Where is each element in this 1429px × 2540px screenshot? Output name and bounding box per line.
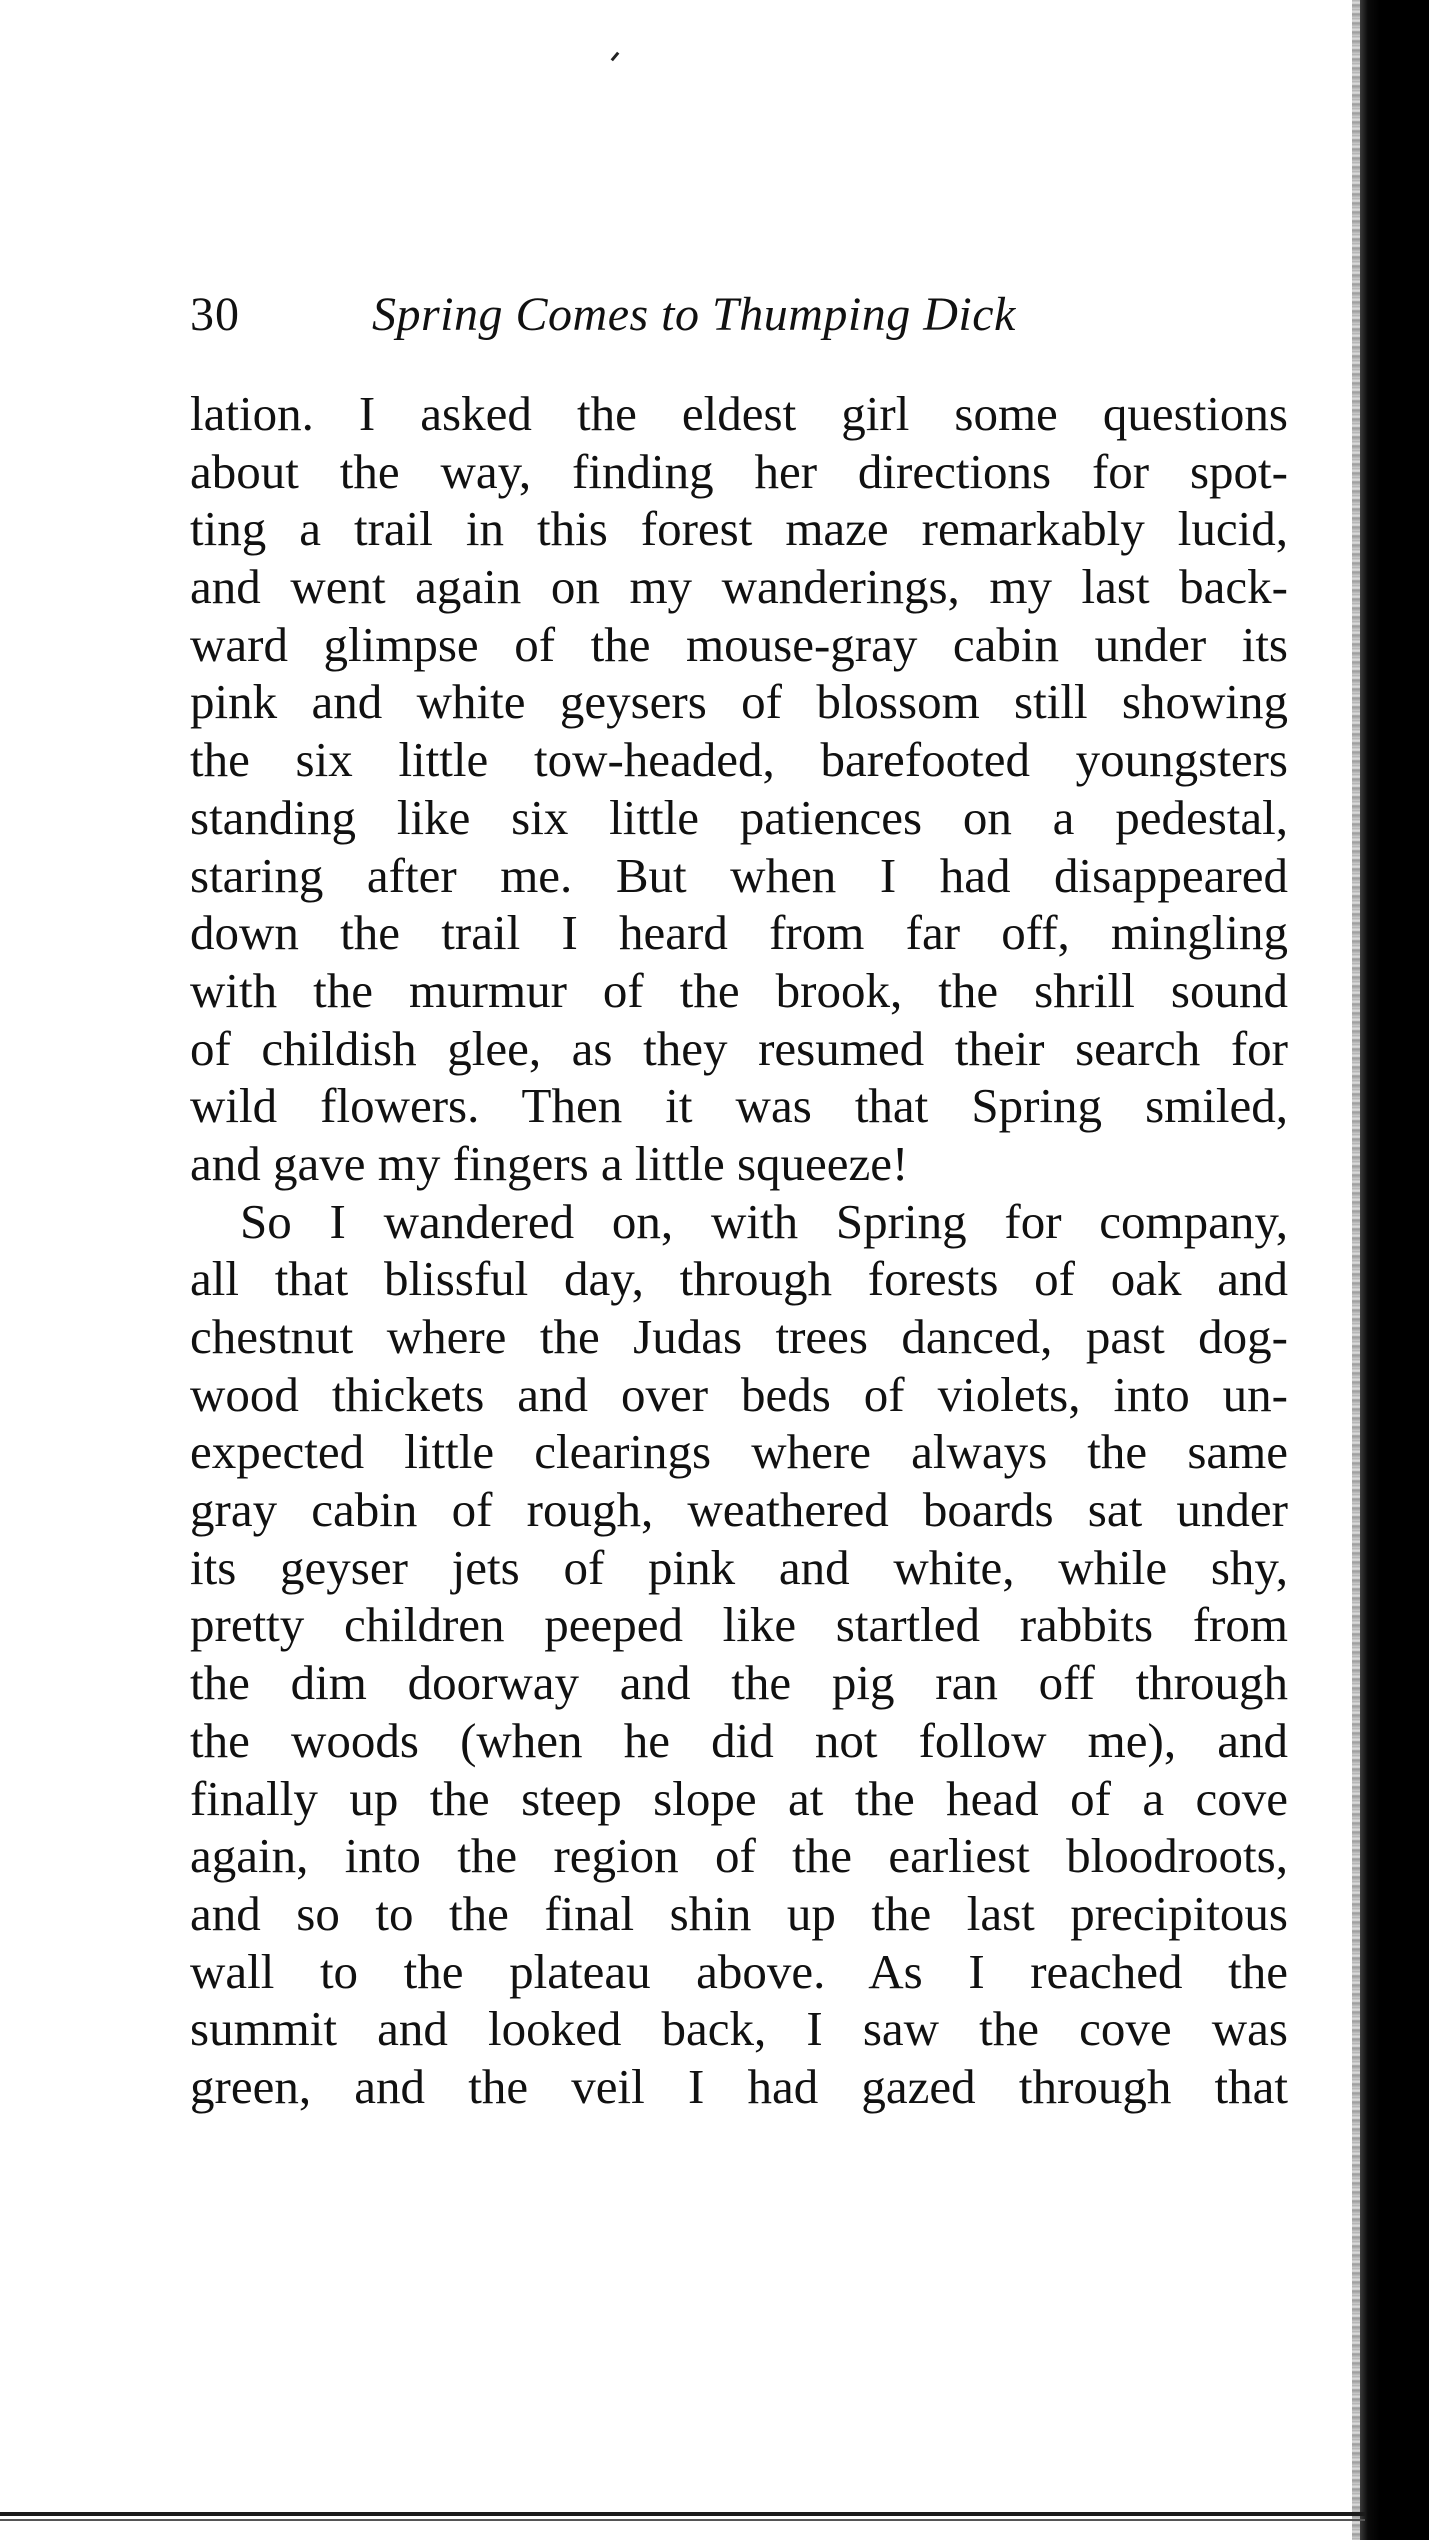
- text-line: chestnut where the Judas trees danced, past dog-: [190, 1309, 1288, 1364]
- stray-ink-mark: [611, 52, 620, 62]
- page-number: 30: [190, 288, 240, 341]
- text-line: down the trail I heard from far off, mingling: [190, 905, 1288, 961]
- text-line: pink and white geysers of blossom still showing: [190, 674, 1288, 730]
- text-line: of childish glee, as they resumed their search for: [190, 1020, 1288, 1076]
- body-text: [190, 385, 1288, 2116]
- text-line: and went again on my wanderings, my last back-: [190, 559, 1288, 615]
- text-line: again, into the region of the earliest bloodroots,: [190, 1828, 1288, 1884]
- text-line: the woods (when he did not follow me), and: [190, 1712, 1288, 1768]
- paragraph-end-line: and gave my fingers a little squeeze!: [190, 1135, 909, 1191]
- text-line: pretty children peeped like startled rabbits from: [190, 1597, 1288, 1653]
- text-line: about the way, finding her directions for spot-: [190, 443, 1288, 499]
- text-line: green, and the veil I had gazed through that: [190, 2058, 1288, 2114]
- text-line: the dim doorway and the pig ran off through: [190, 1655, 1288, 1711]
- text-line: summit and looked back, I saw the cove was: [190, 2001, 1288, 2057]
- bottom-edge-line-secondary: [0, 2519, 1365, 2521]
- text-line: the six little tow-headed, barefooted youngsters: [190, 732, 1288, 788]
- text-line: staring after me. But when I had disappeared: [190, 847, 1288, 903]
- text-line: standing like six little patiences on a pedestal,: [190, 789, 1288, 845]
- text-line: lation. I asked the eldest girl some questions: [190, 386, 1288, 441]
- bottom-edge-line: [0, 2512, 1365, 2516]
- text-line: its geyser jets of pink and white, while shy,: [190, 1539, 1288, 1595]
- text-line: with the murmur of the brook, the shrill sound: [190, 962, 1288, 1018]
- running-title: Spring Comes to Thumping Dick: [372, 288, 1016, 341]
- text-line: wood thickets and over beds of violets, into un-: [190, 1366, 1288, 1422]
- text-line: wall to the plateau above. As I reached the: [190, 1943, 1288, 1999]
- text-line: all that blissful day, through forests of oak and: [190, 1251, 1288, 1307]
- text-line: finally up the steep slope at the head of a cove: [190, 1770, 1288, 1826]
- running-head: [190, 285, 1290, 345]
- book-spine-shadow: [1360, 0, 1429, 2540]
- text-line: ward glimpse of the mouse-gray cabin under its: [190, 616, 1288, 672]
- text-line: gray cabin of rough, weathered boards sat under: [190, 1482, 1288, 1538]
- text-line: ting a trail in this forest maze remarkably lucid,: [190, 501, 1288, 557]
- text-line: wild flowers. Then it was that Spring smiled,: [190, 1078, 1288, 1134]
- text-line: and so to the final shin up the last precipitous: [190, 1885, 1288, 1941]
- text-line: expected little clearings where always the same: [190, 1424, 1288, 1480]
- paragraph-start-line: So I wandered on, with Spring for company,: [240, 1193, 1288, 1249]
